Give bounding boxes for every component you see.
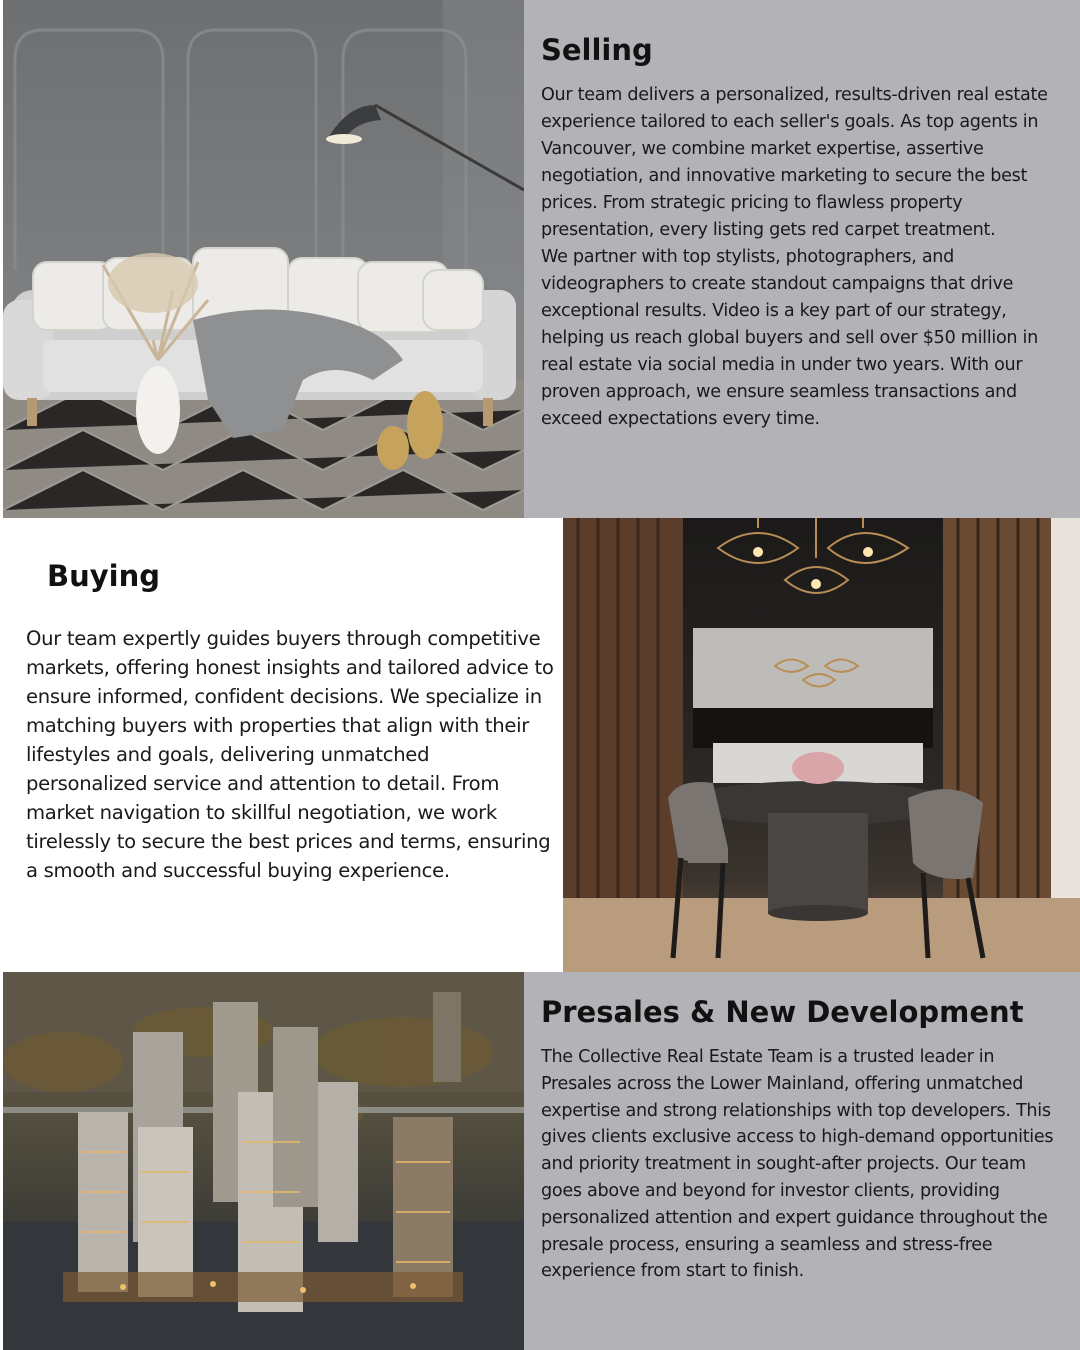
- selling-paragraph-2: We partner with top stylists, photographers, and videographers to create standout campaigns that drive exceptional results. Video is a key part of our strategy, helping us reach global buyers and sell over $50 million in real estate via social media in under two years. With our proven approach, we ensure seamless transactions and exceed expectations every time.: [541, 247, 1038, 429]
- presales-paragraph: The Collective Real Estate Team is a trusted leader in Presales across the Lower Mainland, offering unmatched expertise and strong relationships with top developers. This gives clients exclusive access to high-demand opportunities and priority treatment in sought-after projects. Our team goes above and beyond for investor clients, providing personalized attention and expert guidance throughout the presale process, ensuring a seamless and stress-free experience from start to finish.: [541, 1047, 1054, 1282]
- flower-bouquet: [792, 752, 844, 784]
- selling-living-room-photo: [3, 0, 524, 521]
- presales-aerial-city-photo: [3, 972, 524, 1350]
- selling-heading: Selling: [541, 33, 653, 67]
- selling-paragraph-1: Our team delivers a personalized, results-driven real estate experience tailored to each seller's goals. As top agents in Vancouver, we combine market expertise, assertive negotiation, and innovative marketing to secure the best prices. From strategic pricing to flawless property presentation, every listing gets red carpet treatment.: [541, 85, 1048, 240]
- dining-room-illustration: [563, 518, 1080, 972]
- buying-dining-room-photo: [563, 518, 1080, 972]
- selling-body: [541, 82, 1053, 433]
- living-room-illustration: [3, 0, 524, 521]
- presales-panel: [524, 972, 1080, 1350]
- buying-paragraph: Our team expertly guides buyers through competitive markets, offering honest insights and tailored advice to ensure informed, confident decisions. We specialize in matching buyers with properties that align with their lifestyles and goals, delivering unmatched personalized service and attention to detail. From market navigation to skillful negotiation, we work tirelessly to secure the best prices and terms, ensuring a smooth and successful buying experience.: [26, 627, 554, 882]
- buying-heading: Buying: [47, 559, 160, 593]
- aerial-towers-illustration: [3, 972, 524, 1350]
- buying-panel: [0, 518, 563, 972]
- presales-heading: Presales & New Development: [541, 995, 1024, 1029]
- selling-panel: [524, 0, 1080, 518]
